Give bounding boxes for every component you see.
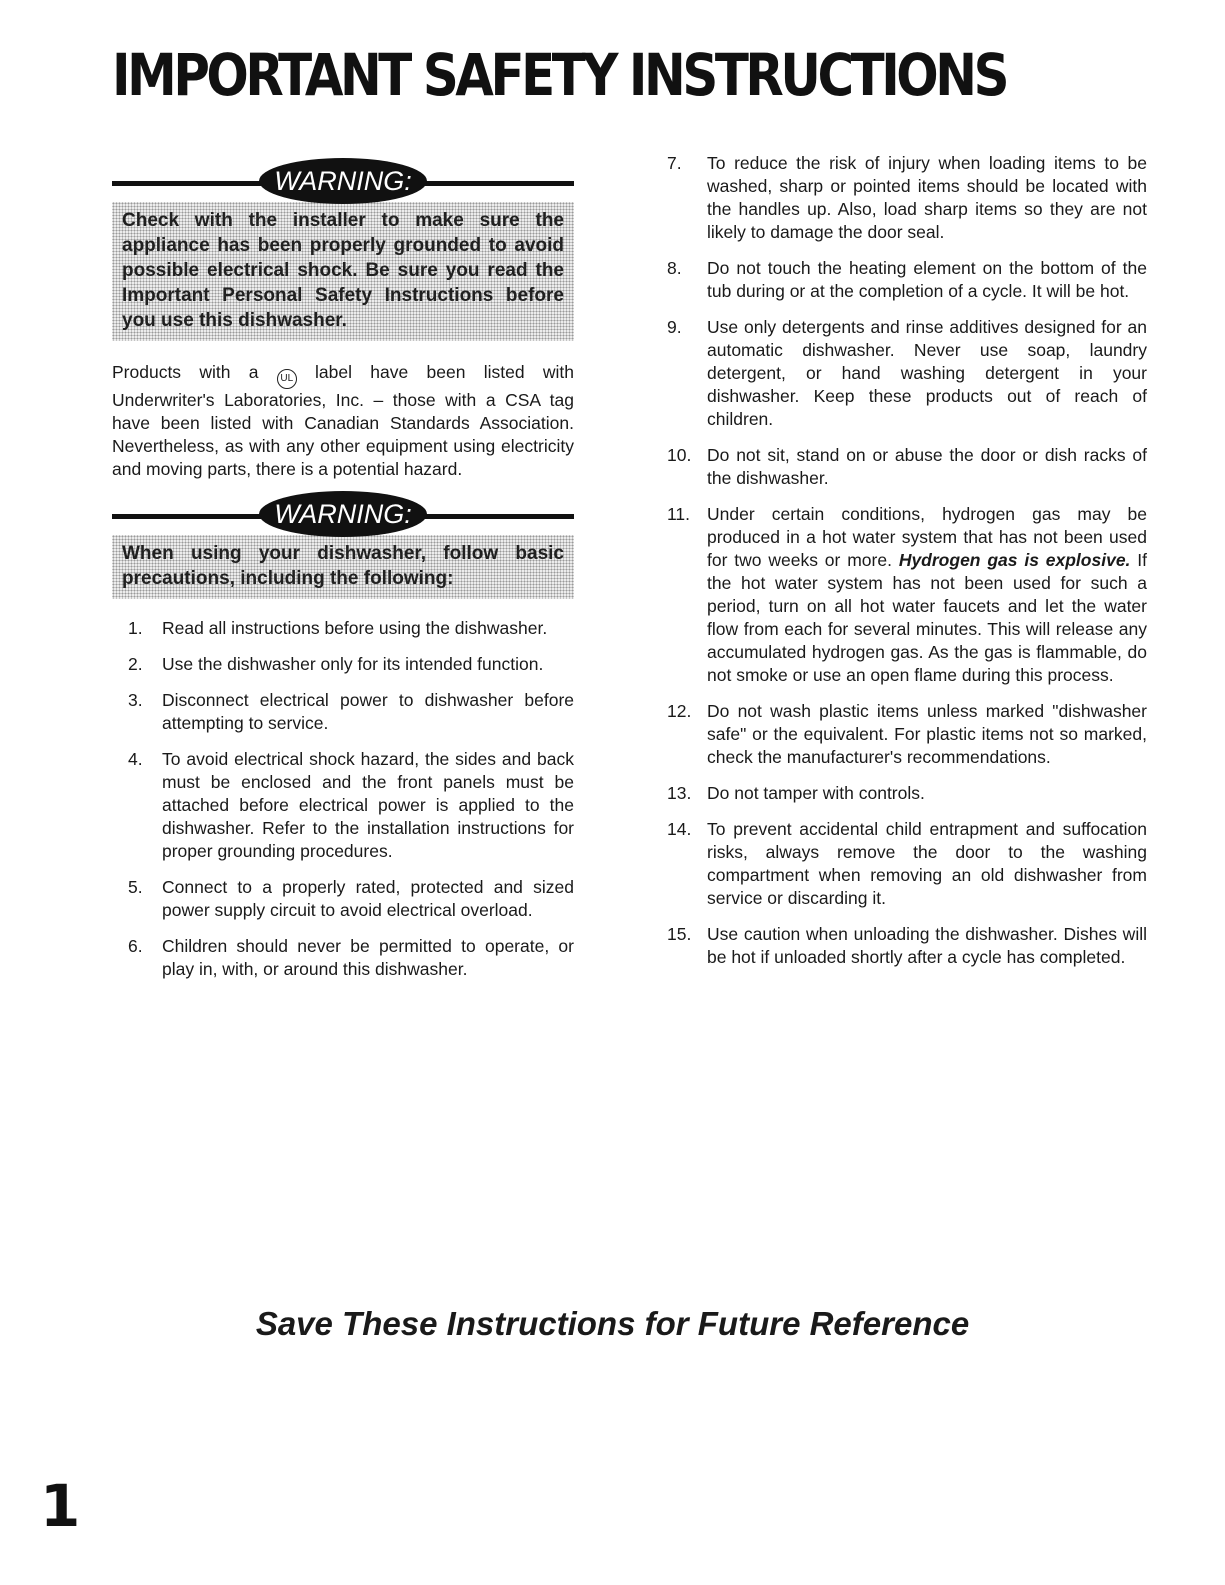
right-column — [667, 152, 1147, 982]
list-item: 8. Do not touch the heating element on the bottom of the tub during or at the completion of a cycle. It will be hot. — [667, 258, 1147, 301]
emphasis-text: Hydrogen gas is explosive. — [898, 550, 1131, 570]
warning-badge: WARNING: — [259, 491, 427, 537]
left-column — [112, 152, 574, 994]
footer-reference: Save These Instructions for Future Reference — [255, 1305, 970, 1342]
ul-listing-icon: UL — [277, 369, 297, 389]
list-item: 9. Use only detergents and rinse additives designed for an automatic dishwasher. Never use soap, laundry detergent, or hand washing detergent in your dishwasher. Keep these products out of reach of children. — [667, 317, 1147, 429]
list-item: 1. Read all instructions before using the dishwasher. — [128, 618, 548, 638]
ul-text-after: label have been listed with Underwriter's Laboratories, Inc. – those with a CSA tag have been listed with Canadian Standards Association. Nevertheless, as with any other equipment using electricity and moving parts, there is a potential hazard. — [112, 362, 574, 479]
list-item: 13. Do not tamper with controls. — [667, 783, 925, 803]
warning-box-2 — [112, 499, 574, 599]
page-number: 1 — [40, 1472, 81, 1540]
ul-text-before: Products with a — [112, 362, 259, 382]
warning-box-1 — [112, 166, 574, 341]
list-item: 15. Use caution when unloading the dishwasher. Dishes will be hot if unloaded shortly after a cycle has completed. — [667, 924, 1147, 967]
list-item: 6. Children should never be permitted to operate, or play in, with, or around this dishwasher. — [128, 936, 574, 979]
warning-badge: WARNING: — [259, 158, 427, 204]
warning-text: When using your dishwasher, follow basic precautions, including the following: — [112, 535, 574, 599]
list-item: 14. To prevent accidental child entrapment and suffocation risks, always remove the door to the washing compartment when removing an old dishwasher from service or discarding it. — [667, 819, 1147, 908]
list-item: 12. Do not wash plastic items unless marked "dishwasher safe" or the equivalent. For plastic items not so marked, check the manufacturer's recommendations. — [667, 701, 1147, 767]
page-title: IMPORTANT SAFETY INSTRUCTIONS — [112, 41, 1007, 109]
list-item: 7. To reduce the risk of injury when loading items to be washed, sharp or pointed items should be located with the handles up. Also, load sharp items so they are not likely to damage the door seal. — [667, 153, 1147, 242]
list-item: 10. Do not sit, stand on or abuse the door or dish racks of the dishwasher. — [667, 445, 1147, 488]
warning-text: Check with the installer to make sure the appliance has been properly grounded to avoid possible electrical shock. Be sure you read the Important Personal Safety Instructions before you use this dishwasher. — [112, 202, 574, 341]
instruction-list-right — [667, 152, 1147, 969]
list-item: 3. Disconnect electrical power to dishwasher before attempting to service. — [128, 690, 574, 733]
list-item: 11. Under certain conditions, hydrogen gas may be produced in a hot water system that has not been used for two weeks or more. Hydrogen gas is explosive. If the hot water system has not been used for such a period, turn on all hot water faucets and let the water flow from each for several minutes. This will release any accumulated hydrogen gas. As the gas is flammable, do not smoke or use an open flame during this process. — [667, 504, 1148, 685]
list-item: 5. Connect to a properly rated, protected and sized power supply circuit to avoid electrical overload. — [128, 877, 574, 920]
list-item: 2. Use the dishwasher only for its intended function. — [128, 654, 544, 674]
list-item: 4. To avoid electrical shock hazard, the sides and back must be enclosed and the front panels must be attached before electrical power is applied to the dishwasher. Refer to the installation instructions for proper grounding procedures. — [128, 749, 574, 861]
instruction-list-left — [112, 617, 574, 981]
ul-paragraph — [112, 361, 574, 481]
